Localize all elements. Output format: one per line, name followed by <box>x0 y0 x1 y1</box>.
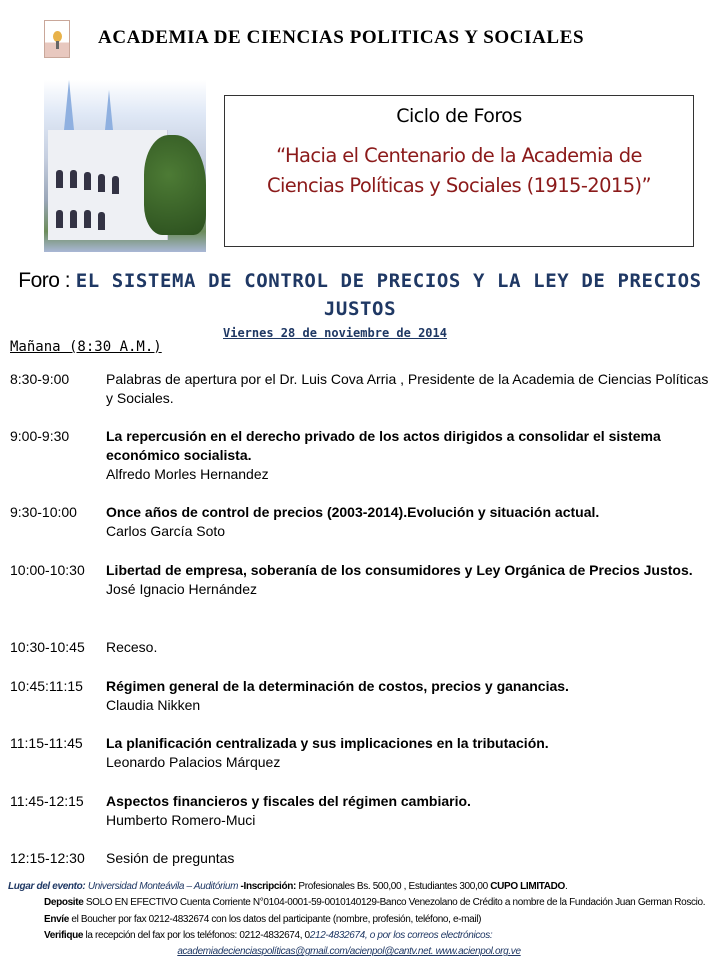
item-time: 9:00-9:30 <box>10 428 70 444</box>
schedule-item <box>10 561 710 599</box>
contact-links[interactable]: academiadecienciaspolíticas@gmail.com/acienpol@cantv.net. www.acienpol.org.ve <box>177 946 521 958</box>
item-speaker: José Ignacio Hernández <box>106 581 257 597</box>
schedule-item <box>10 734 710 772</box>
item-time: 11:15-11:45 <box>10 735 83 751</box>
deposit-info: SOLO EN EFECTIVO Cuenta Corriente N°0104-0001-59-0010140129-Banco Venezolano de Crédito a nombre de la Fundación Juan German Roscio. <box>83 897 706 909</box>
registration-label: -Inscripción: <box>240 881 296 892</box>
forum-date: Viernes 28 de noviembre de 2014 <box>223 326 447 340</box>
item-title: Palabras de apertura por el Dr. Luis Cova Arria , Presidente de la Academia de Ciencias Políticas y Sociales. <box>106 371 709 406</box>
theme-title: “Hacia el Centenario de la Academia de Ciencias Políticas y Sociales (1915-2015)” <box>266 144 652 197</box>
schedule-item <box>10 503 710 541</box>
schedule-item <box>10 792 710 830</box>
send-info: el Boucher por fax 0212-4832674 con los datos del participante (nombre, profesión, teléfono, e-mail) <box>68 913 482 925</box>
footer-info: Lugar del evento: Universidad Monteávila – Auditórium -Inscripción: Profesionales Bs. 500,00 , Estudiantes 300,00 CUPO LIMITADO. Deposite SOLO EN EFECTIVO Cuenta Corriente N°0104-0001-59-0010140129-Banco Venezolano de Crédito a nombre de la Fundación Juan German Roscio. Envíe el Boucher por fax 0212-4832674 con los datos del participante (nombre, profesión, teléfono, e-mail) Verifique la recepción del fax por los teléfonos: 0212-4832674, 0212-4832674, o por los correos electrónicos: academiadecienciaspolíticas@gmail.com/acienpol@cantv.net. www.acienpol.org.ve <box>8 881 706 958</box>
session-label: Mañana (8:30 A.M.) <box>10 339 162 355</box>
item-speaker: Humberto Romero-Muci <box>106 812 256 828</box>
schedule-item <box>10 849 710 868</box>
venue: Universidad Monteávila – Auditórium <box>87 881 239 892</box>
schedule-item <box>10 427 710 484</box>
item-title: Régimen general de la determinación de costos, precios y ganancias. <box>106 678 569 694</box>
item-speaker: Alfredo Morles Hernandez <box>106 466 269 482</box>
item-title: Receso. <box>106 639 158 655</box>
verify-info-italic: 212-4832674, o por los correos electrónicos: <box>309 929 493 941</box>
item-speaker: Leonardo Palacios Márquez <box>106 754 281 770</box>
forum-heading <box>0 267 720 323</box>
item-title: Aspectos financieros y fiscales del régimen cambiario. <box>106 793 471 809</box>
org-name: ACADEMIA DE CIENCIAS POLITICAS Y SOCIALES <box>98 27 585 48</box>
item-time: 10:00-10:30 <box>10 562 85 578</box>
item-time: 9:30-10:00 <box>10 504 77 520</box>
item-title: Sesión de preguntas <box>106 850 235 866</box>
forum-label: Foro : <box>18 269 71 292</box>
send-label: Envíe <box>44 913 69 925</box>
verify-label: Verifique <box>44 929 84 941</box>
item-title: Once años de control de precios (2003-2014).Evolución y situación actual. <box>106 504 600 520</box>
item-time: 12:15-12:30 <box>10 850 85 866</box>
forum-title: EL SISTEMA DE CONTROL DE PRECIOS Y LA LEY DE PRECIOS JUSTOS <box>75 270 702 320</box>
building-photo <box>44 80 206 252</box>
item-time: 10:45:11:15 <box>10 678 83 694</box>
schedule-item <box>10 638 710 657</box>
item-title: Libertad de empresa, soberanía de los consumidores y Ley Orgánica de Precios Justos. <box>106 562 693 578</box>
verify-info: la recepción del fax por los teléfonos: 0212-4832674, 0 <box>83 929 310 941</box>
series-title: Ciclo de Foros <box>396 105 522 127</box>
registration-fees: Profesionales Bs. 500,00 , Estudiantes 300,00 <box>296 881 491 892</box>
limited-seats: CUPO LIMITADO <box>490 881 565 892</box>
item-time: 10:30-10:45 <box>10 639 85 655</box>
item-title: La repercusión en el derecho privado de los actos dirigidos a consolidar el sistema económico socialista. <box>106 428 661 463</box>
venue-label: Lugar del evento: <box>8 881 86 892</box>
schedule-item <box>10 370 710 408</box>
item-speaker: Claudia Nikken <box>106 697 201 713</box>
item-time: 8:30-9:00 <box>10 371 70 387</box>
deposit-label: Deposite <box>44 897 84 909</box>
item-time: 11:45-12:15 <box>10 793 84 809</box>
academy-logo <box>44 20 70 58</box>
schedule-item <box>10 677 710 715</box>
item-speaker: Carlos García Soto <box>106 523 226 539</box>
item-title: La planificación centralizada y sus implicaciones en la tributación. <box>106 735 549 751</box>
forum-cycle-box <box>224 95 694 247</box>
